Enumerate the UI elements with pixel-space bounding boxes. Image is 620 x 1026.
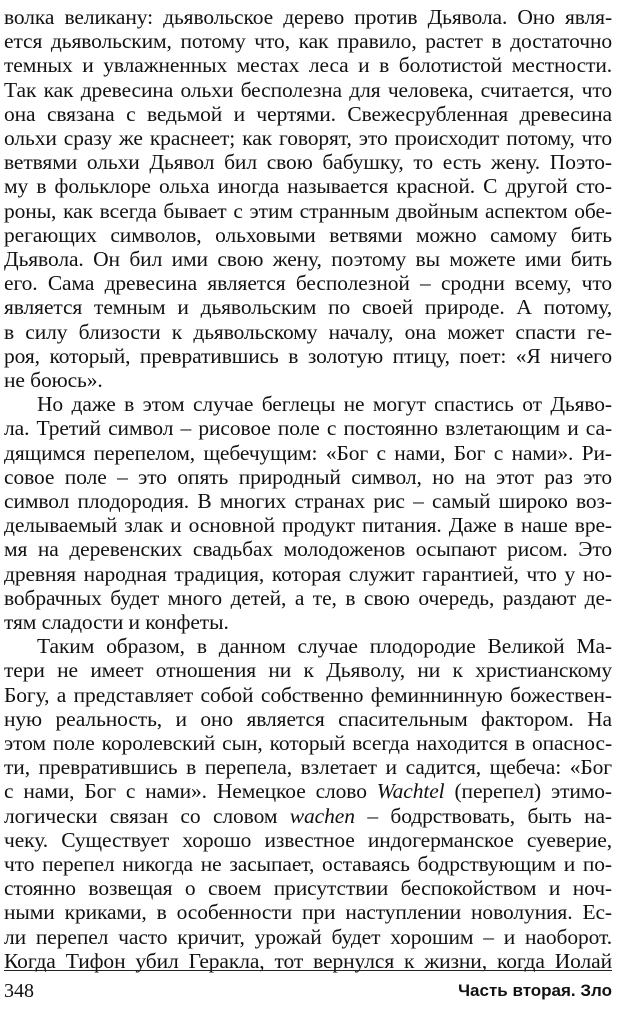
text-line: ла. Третий символ – рисовое поле с постоянно взлетающим и са-	[4, 416, 612, 441]
text-line: является темным и дьявольским по своей природе. А потому,	[4, 295, 612, 320]
text-line: му в фольклоре ольха иногда называется красной. С другой сто-	[4, 174, 612, 199]
text-line: ти, превратившись в перепела, взлетает и садится, щебеча: «Бог	[4, 755, 612, 780]
text-line: Таким образом, в данном случае плодородие Великой Ма-	[37, 634, 612, 659]
text-line: ными криками, в особенности при наступлении новолуния. Ес-	[4, 900, 612, 925]
text-line: роя, который, превратившись в золотую птицу, поет: «Я ничего	[4, 343, 612, 368]
text-line: вобрачных будет много детей, а те, в свою очередь, раздают де-	[4, 585, 612, 610]
text-line: логически связан со словом wachen – бодрствовать, быть на-	[4, 803, 612, 828]
text-line: делываемый злак и основной продукт питания. Даже в наше вре-	[4, 513, 612, 538]
text-line: в силу близости к дьявольскому началу, она может спасти ге-	[4, 319, 612, 344]
text-line: чеку. Существует хорошо известное индогерманское суеверие,	[4, 827, 612, 852]
text-line: этом поле королевский сын, который всегда находится в опаснос-	[4, 731, 612, 755]
text-line: Так как древесина ольхи бесполезна для человека, считается, что	[4, 77, 612, 102]
text-line: роны, как всегда бывает с этим странным двойным аспектом обе-	[4, 198, 612, 223]
text-line: его. Сама древесина является бесполезной – сродни всему, что	[4, 271, 612, 296]
italic-word: wachen	[289, 803, 355, 828]
text-line: что перепел никогда не засыпает, оставаясь бодрствующим и по-	[4, 852, 612, 876]
text-line: Дьявола. Он бил ими свою жену, поэтому вы можете ими бить	[4, 247, 612, 271]
text-line: ветвями ольхи Дьявол бил свою бабушку, то есть жену. Поэто-	[4, 150, 612, 175]
text-line: ли перепел часто кричит, урожай будет хорошим – и наоборот.	[4, 924, 612, 949]
text-line: с нами, Бог с нами». Немецкое слово Wachtel (перепел) этимо-	[4, 779, 612, 804]
text-line: совое поле – это опять природный символ, но на этот раз это	[4, 464, 612, 489]
text-line: Когда Тифон убил Геракла, тот вернулся к жизни, когда Иолай	[4, 948, 612, 973]
text-line: символ плодородия. В многих странах рис – самый широко воз-	[4, 489, 612, 513]
text-line: древняя народная традиция, которая служит гарантией, что у но-	[4, 561, 612, 586]
text-line: не боюсь».	[4, 368, 103, 392]
text-line: тям сладости и конфеты.	[4, 610, 229, 634]
footer-rule	[4, 970, 612, 971]
text-line: ную реальность, и оно является спасительным фактором. На	[4, 706, 612, 731]
text-line: регающих символов, ольховыми ветвями можно самому бить	[4, 222, 612, 247]
text-line: мя на деревенских свадьбах молодоженов осыпают рисом. Это	[4, 537, 612, 562]
text-line: Но даже в этом случае беглецы не могут спастись от Дьяво-	[37, 392, 612, 417]
text-line: ольхи сразу же краснеет; как говорят, это происходит потому, что	[4, 126, 612, 150]
text-line: дящимся перепелом, щебечущим: «Бог с нами, Бог с нами». Ри-	[4, 440, 612, 465]
text-line: Богу, а представляет собой собственно феминнинную божествен-	[4, 682, 612, 707]
text-line: тери не имеет отношения ни к Дьяволу, ни к христианскому	[4, 658, 612, 683]
text-line: она связана с ведьмой и чертями. Свежесрубленная древесина	[4, 101, 612, 126]
page-number: 348	[4, 980, 34, 1002]
text-line: волка великану: дьявольское дерево против Дьявола. Оно явля-	[4, 5, 612, 29]
italic-word: Wachtel	[376, 779, 445, 804]
text-line: темных и увлажненных местах леса и в болотистой местности.	[4, 53, 612, 78]
running-head: Часть вторая. Зло	[458, 981, 612, 1000]
text-line: ется дьявольским, потому что, как правило, растет в достаточно	[4, 29, 612, 54]
text-line: стоянно возвещая о своем присутствии беспокойством и ноч-	[4, 876, 612, 901]
